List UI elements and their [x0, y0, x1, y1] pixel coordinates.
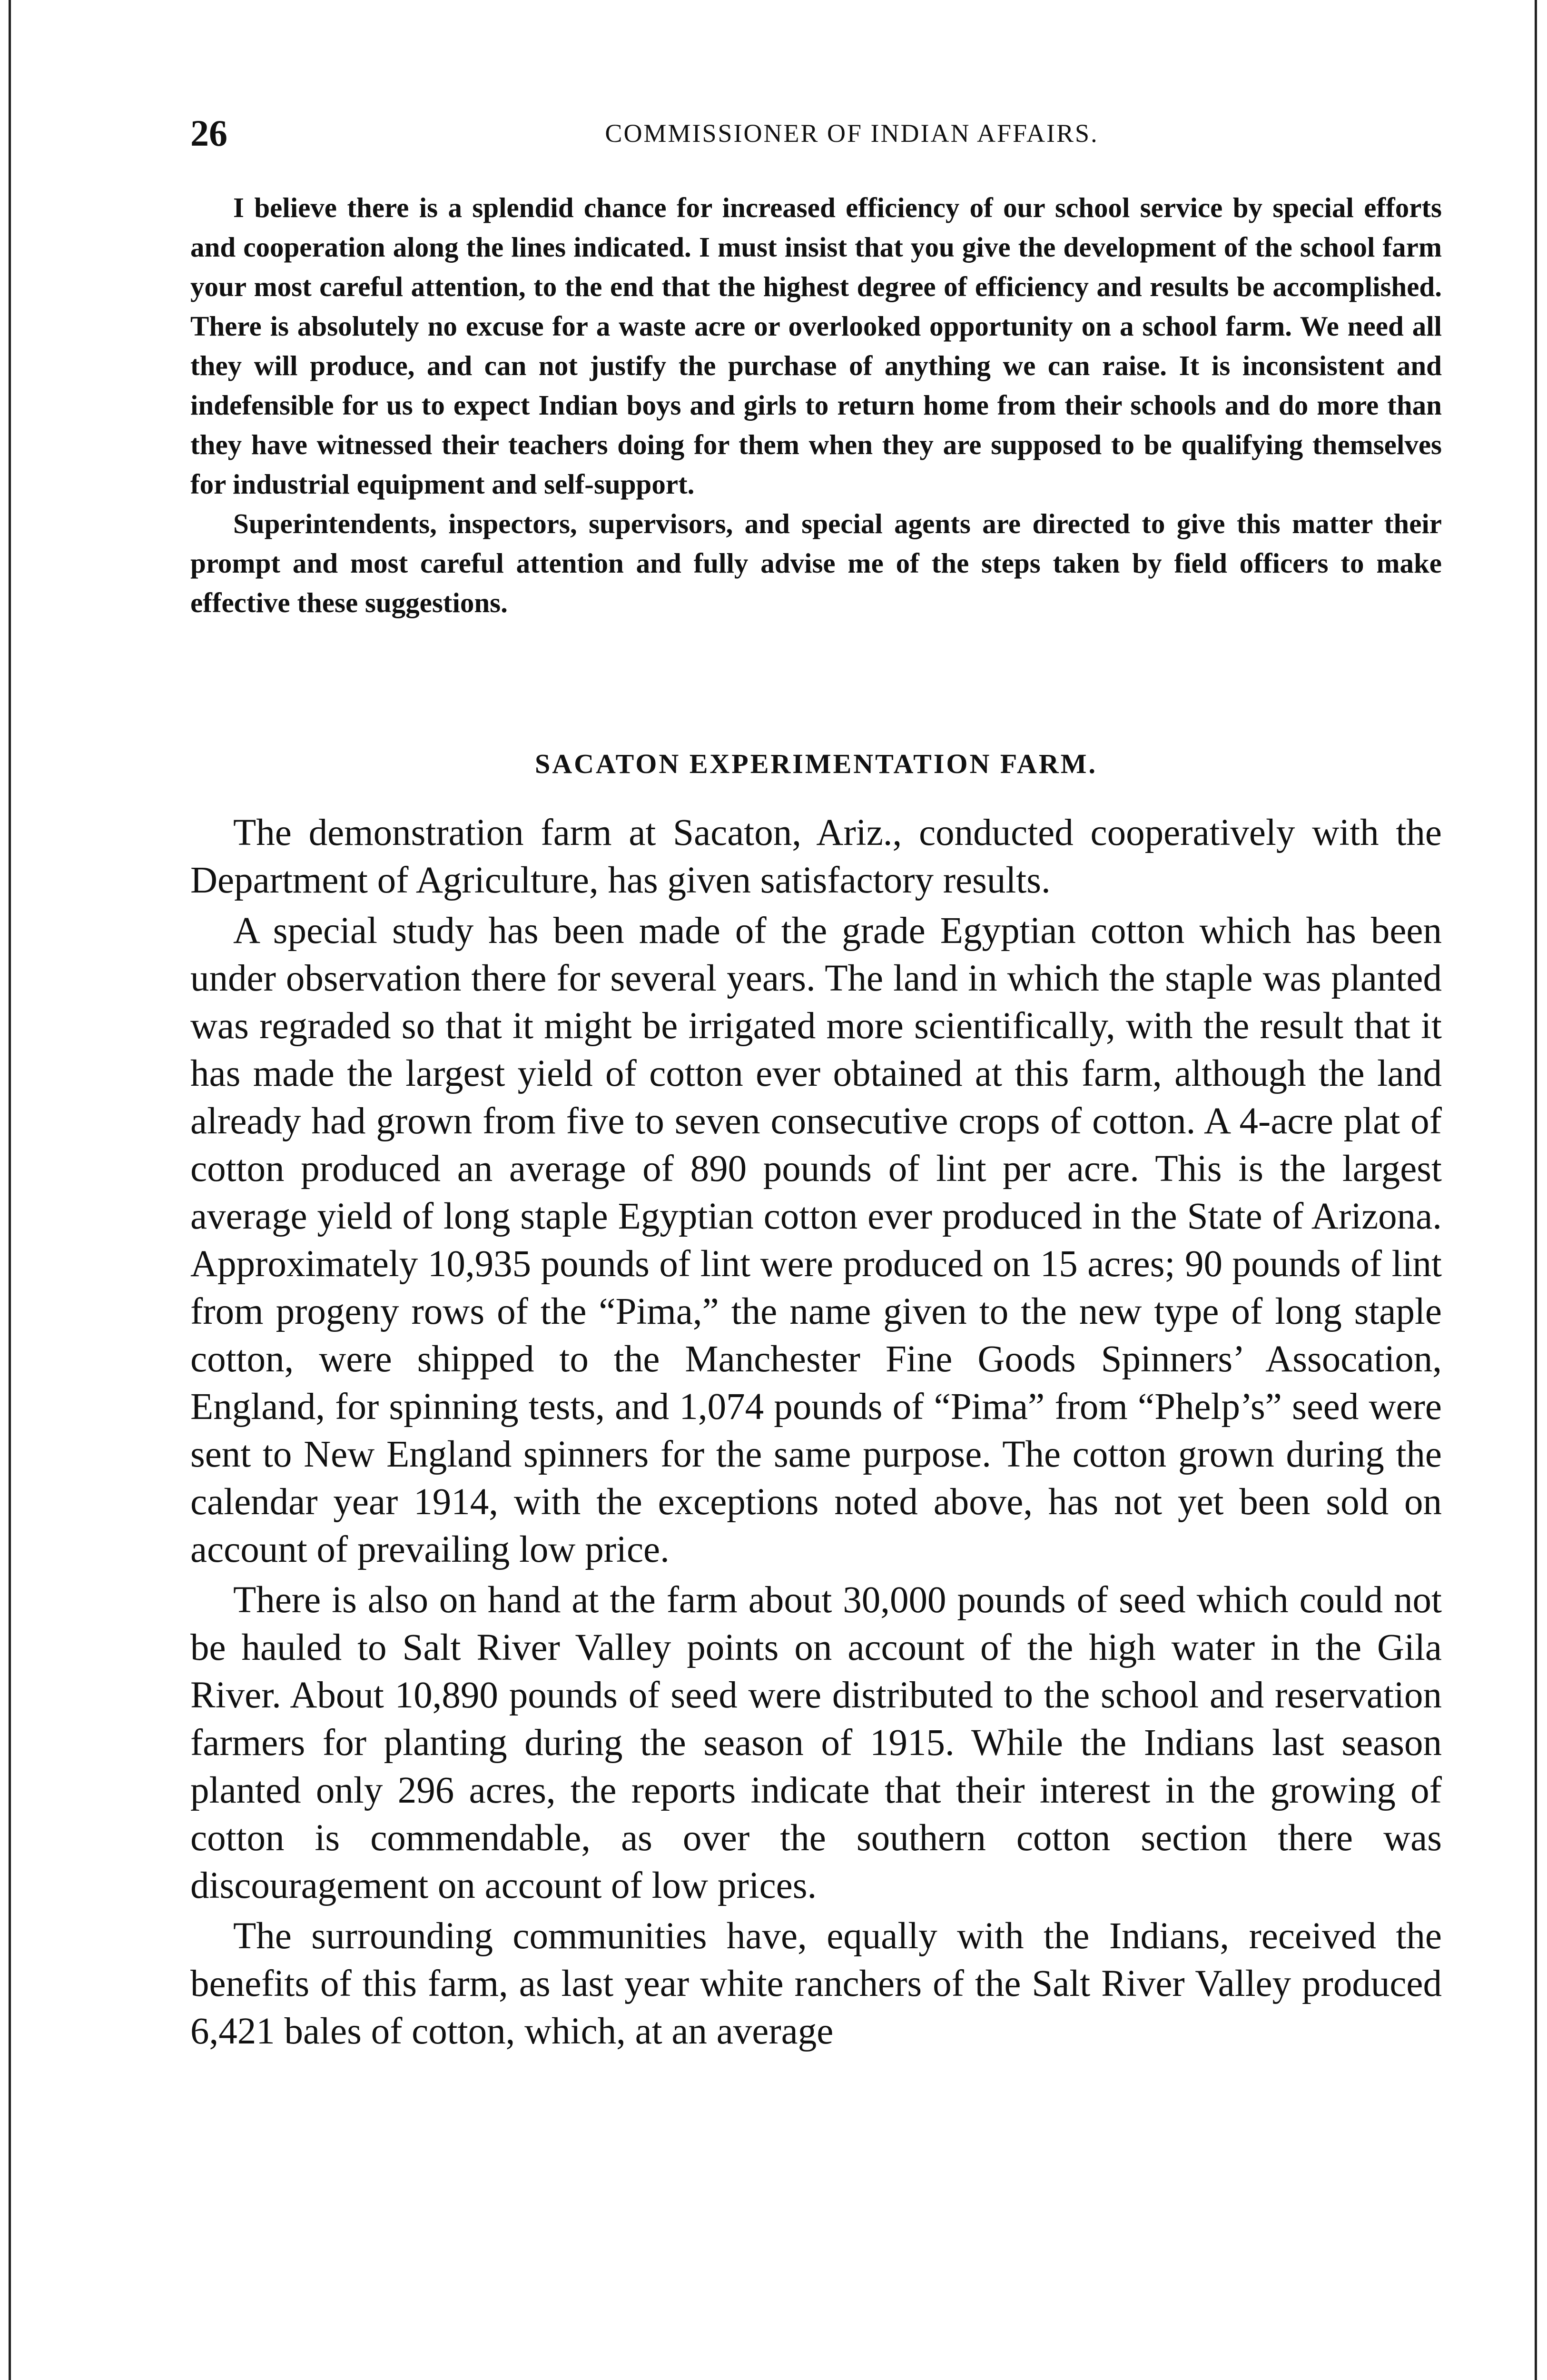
running-head: COMMISSIONER OF INDIAN AFFAIRS. — [605, 119, 1099, 148]
page-header — [190, 107, 1442, 159]
section-heading: SACATON EXPERIMENTATION FARM. — [534, 748, 1098, 779]
body-paragraph-3: There is also on hand at the farm about 30,000 pounds of seed which could not be hauled to Salt River Valley points on account of the high water in the Gila River. About 10,890 pounds of seed were distributed to the school and reservation farmers for planting during the season of 1915. While the Indians last season planted only 296 acres, the reports indicate that their interest in the growing of cotton is commendable, as over the southern cotton section there was discouragement on account of low prices. — [190, 1579, 1442, 1906]
page-number: 26 — [190, 112, 227, 154]
intro-paragraph-2: Superintendents, inspectors, supervisors, and special agents are directed to give this matter their prompt and most careful attention and fully advise me of the steps taken by field officers to make effective these suggestions. — [190, 508, 1442, 618]
body-paragraph-1: The demonstration farm at Sacaton, Ariz., conducted cooperatively with the Department of Agriculture, has given satisfactory results. — [190, 812, 1442, 901]
body-paragraph-4: The surrounding communities have, equally with the Indians, received the benefits of this farm, as last year white ranchers of the Salt River Valley produced 6,421 bales of cotton, which, at an average — [190, 1915, 1442, 2052]
intro-paragraph-1: I believe there is a splendid chance for increased efficiency of our school service by special efforts and cooperation along the lines indicated. I must insist that you give the development of the school farm your most careful attention, to the end that the highest degree of efficiency and results be accomplished. There is absolutely no excuse for a waste acre or overlooked opportunity on a school farm. We need all they will produce, and can not justify the purchase of anything we can raise. It is inconsistent and indefensible for us to expect Indian boys and girls to return home from their schools and do more than they have witnessed their teachers doing for them when they are supposed to be qualifying themselves for industrial equipment and self-support. — [190, 192, 1442, 500]
section-body — [190, 809, 1442, 2055]
intro-text — [190, 188, 1442, 623]
body-paragraph-2: A special study has been made of the grade Egyptian cotton which has been under observation there for several years. The land in which the staple was planted was regraded so that it might be irrigated more scientifically, with the result that it has made the largest yield of cotton ever obtained at this farm, although the land already had grown from five to seven consecutive crops of cotton. A 4-acre plat of cotton produced an average of 890 pounds of lint per acre. This is the largest average yield of long staple Egyptian cotton ever produced in the State of Arizona. Approximately 10,935 pounds of lint were produced on 15 acres; 90 pounds of lint from progeny rows of the “Pima,” the name given to the new type of long staple cotton, were shipped to the Manchester Fine Goods Spinners’ Assocation, England, for spinning tests, and 1,074 pounds of “Pima” from “Phelp’s” seed were sent to New England spinners for the same purpose. The cotton grown during the calendar year 1914, with the exceptions noted above, has not yet been sold on account of prevailing low price. — [190, 910, 1442, 1570]
